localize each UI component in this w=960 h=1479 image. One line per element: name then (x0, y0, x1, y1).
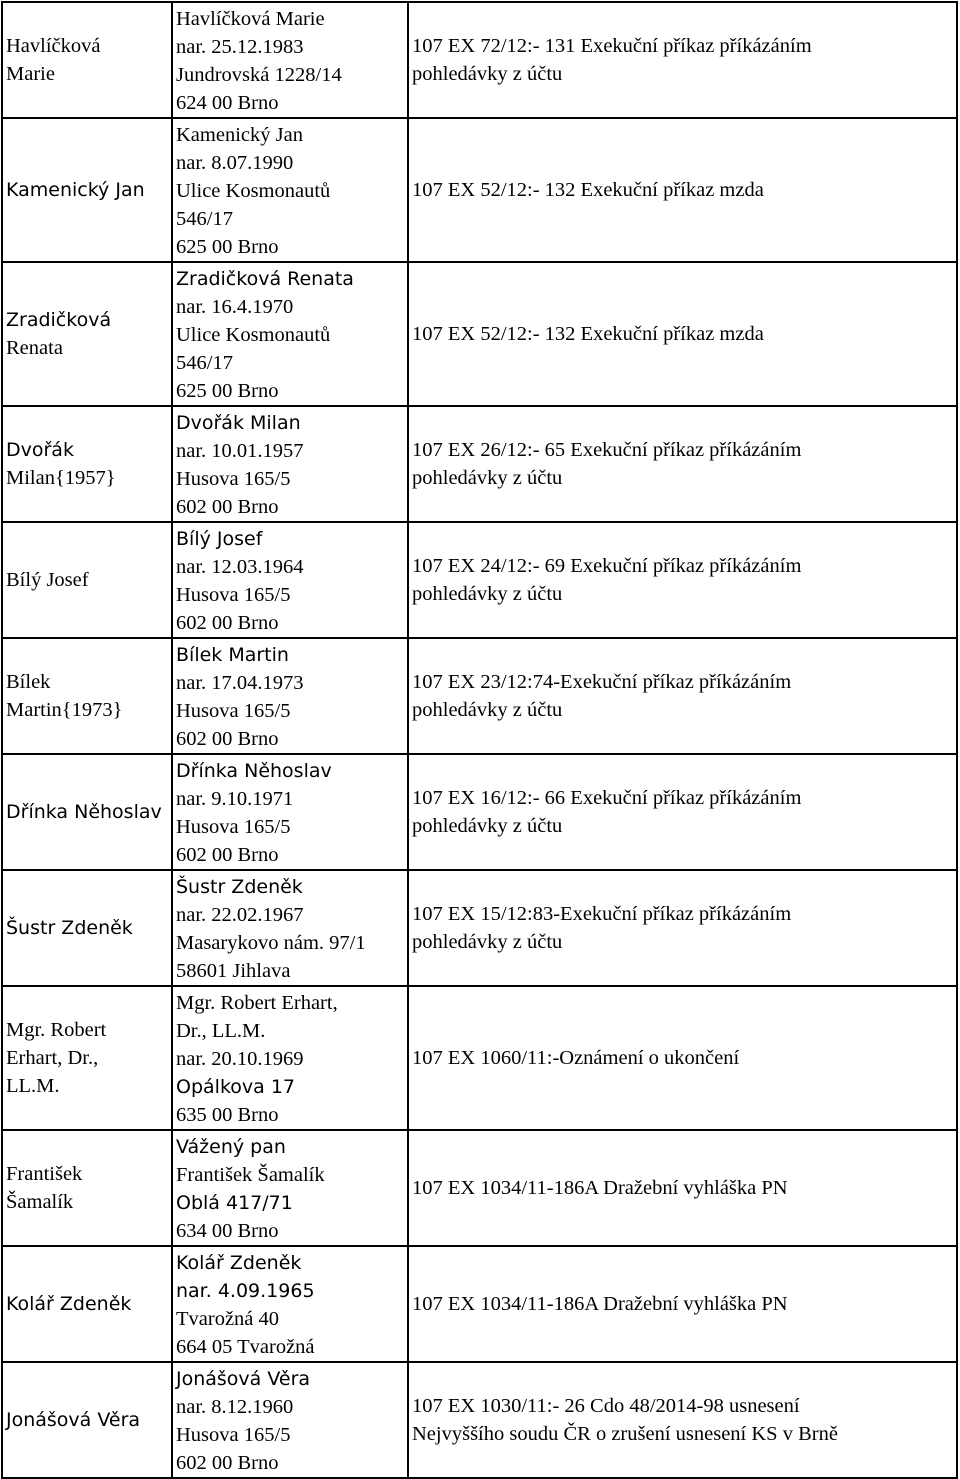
table-row (2, 522, 957, 638)
case-record-cell (408, 638, 957, 754)
case-record-line: Nejvyššího soudu ČR o zrušení usnesení KS v Brně (412, 1423, 838, 1445)
person-name-line: Marie (6, 63, 55, 85)
address-line: nar. 8.12.1960 (176, 1396, 294, 1418)
person-name-cell (2, 1362, 172, 1478)
case-record-line: 107 EX 26/12:- 65 Exekuční příkaz příkázáním (412, 439, 802, 461)
records-table (1, 1, 958, 1479)
address-cell (172, 1362, 408, 1478)
table-row (2, 754, 957, 870)
address-line: nar. 17.04.1973 (176, 672, 304, 694)
case-record-cell (408, 406, 957, 522)
table-row (2, 986, 957, 1130)
address-line: Ulice Kosmonautů (176, 324, 331, 346)
case-record-cell (408, 986, 957, 1130)
person-name-line: Martin{1973} (6, 699, 123, 721)
case-record-cell (408, 118, 957, 262)
address-cell (172, 1130, 408, 1246)
person-name-line: LL.M. (6, 1075, 60, 1097)
case-record-line: 107 EX 16/12:- 66 Exekuční příkaz příkázáním (412, 787, 802, 809)
person-name-line: Kamenický Jan (6, 179, 145, 201)
person-name-cell (2, 754, 172, 870)
address-line: 602 00 Brno (176, 612, 279, 634)
address-line: nar. 20.10.1969 (176, 1048, 304, 1070)
address-line: Husova 165/5 (176, 1424, 291, 1446)
person-name-cell (2, 2, 172, 118)
person-name-cell (2, 986, 172, 1130)
address-line: Havlíčková Marie (176, 8, 325, 30)
address-line: nar. 4.09.1965 (176, 1280, 315, 1302)
address-line: 625 00 Brno (176, 236, 279, 258)
address-line: 58601 Jihlava (176, 960, 291, 982)
address-line: Zradičková Renata (176, 268, 354, 290)
person-name-line: Kolář Zdeněk (6, 1293, 132, 1315)
person-name-cell (2, 638, 172, 754)
address-line: 602 00 Brno (176, 1452, 279, 1474)
address-line: nar. 12.03.1964 (176, 556, 304, 578)
case-record-line: 107 EX 23/12:74-Exekuční příkaz příkázáním (412, 671, 792, 693)
address-cell (172, 754, 408, 870)
case-record-cell (408, 754, 957, 870)
address-line: Kamenický Jan (176, 124, 303, 146)
person-name-line: Renata (6, 337, 63, 359)
case-record-cell (408, 1246, 957, 1362)
person-name-line: Zradičková (6, 309, 112, 331)
address-line: Mgr. Robert Erhart, (176, 992, 338, 1014)
person-name-line: Bílý Josef (6, 569, 89, 591)
person-name-cell (2, 1246, 172, 1362)
address-line: nar. 22.02.1967 (176, 904, 304, 926)
address-line: nar. 25.12.1983 (176, 36, 304, 58)
address-line: Vážený pan (176, 1136, 286, 1158)
case-record-cell (408, 1362, 957, 1478)
address-line: Dr., LL.M. (176, 1020, 266, 1042)
address-line: Dvořák Milan (176, 412, 301, 434)
address-cell (172, 986, 408, 1130)
address-cell (172, 1246, 408, 1362)
address-line: Husova 165/5 (176, 584, 291, 606)
table-row (2, 638, 957, 754)
address-line: 546/17 (176, 208, 233, 230)
person-name-cell (2, 870, 172, 986)
person-name-cell (2, 406, 172, 522)
table-row (2, 2, 957, 118)
person-name-line: Šamalík (6, 1191, 74, 1213)
address-line: 602 00 Brno (176, 496, 279, 518)
address-line: nar. 8.07.1990 (176, 152, 294, 174)
address-line: Bílý Josef (176, 528, 263, 550)
address-line: Masarykovo nám. 97/1 (176, 932, 366, 954)
address-cell (172, 2, 408, 118)
person-name-line: Bílek (6, 671, 51, 693)
address-line: Oblá 417/71 (176, 1192, 293, 1214)
table-row (2, 262, 957, 406)
person-name-line: František (6, 1163, 83, 1185)
address-line: nar. 10.01.1957 (176, 440, 304, 462)
address-cell (172, 522, 408, 638)
case-record-line: pohledávky z účtu (412, 815, 563, 837)
table-row (2, 1130, 957, 1246)
table-row (2, 406, 957, 522)
case-record-cell (408, 522, 957, 638)
address-line: nar. 16.4.1970 (176, 296, 294, 318)
address-line: 664 05 Tvarožná (176, 1336, 315, 1358)
address-line: Opálkova 17 (176, 1076, 295, 1098)
address-line: 625 00 Brno (176, 380, 279, 402)
case-record-line: 107 EX 1030/11:- 26 Cdo 48/2014-98 usnesení (412, 1395, 800, 1417)
address-line: 546/17 (176, 352, 233, 374)
address-cell (172, 118, 408, 262)
table-row (2, 1362, 957, 1478)
case-record-line: pohledávky z účtu (412, 931, 563, 953)
address-line: Ulice Kosmonautů (176, 180, 331, 202)
address-line: Bílek Martin (176, 644, 289, 666)
case-record-line: 107 EX 1034/11-186A Dražební vyhláška PN (412, 1293, 788, 1315)
case-record-line: 107 EX 52/12:- 132 Exekuční příkaz mzda (412, 323, 764, 345)
person-name-line: Erhart, Dr., (6, 1047, 99, 1069)
address-line: Dřínka Něhoslav (176, 760, 332, 782)
person-name-line: Jonášová Věra (6, 1409, 141, 1431)
address-line: Tvarožná 40 (176, 1308, 280, 1330)
case-record-line: pohledávky z účtu (412, 583, 563, 605)
case-record-cell (408, 2, 957, 118)
person-name-line: Dvořák (6, 439, 74, 461)
person-name-cell (2, 1130, 172, 1246)
address-line: Husova 165/5 (176, 700, 291, 722)
address-cell (172, 870, 408, 986)
address-cell (172, 262, 408, 406)
person-name-line: Šustr Zdeněk (6, 917, 133, 939)
address-line: Husova 165/5 (176, 816, 291, 838)
case-record-cell (408, 870, 957, 986)
address-line: Jonášová Věra (176, 1368, 311, 1390)
address-line: 634 00 Brno (176, 1220, 279, 1242)
address-line: 602 00 Brno (176, 844, 279, 866)
case-record-line: 107 EX 52/12:- 132 Exekuční příkaz mzda (412, 179, 764, 201)
case-record-line: 107 EX 1060/11:-Oznámení o ukončení (412, 1047, 740, 1069)
address-line: Šustr Zdeněk (176, 876, 303, 898)
case-record-line: pohledávky z účtu (412, 63, 563, 85)
case-record-line: 107 EX 72/12:- 131 Exekuční příkaz příkázáním (412, 35, 812, 57)
case-record-cell (408, 262, 957, 406)
address-line: Kolář Zdeněk (176, 1252, 302, 1274)
person-name-line: Milan{1957} (6, 467, 116, 489)
address-line: Jundrovská 1228/14 (176, 64, 342, 86)
address-line: 635 00 Brno (176, 1104, 279, 1126)
address-cell (172, 638, 408, 754)
address-line: 624 00 Brno (176, 92, 279, 114)
table-row (2, 1246, 957, 1362)
person-name-cell (2, 118, 172, 262)
case-record-line: pohledávky z účtu (412, 699, 563, 721)
person-name-line: Mgr. Robert (6, 1019, 107, 1041)
person-name-line: Havlíčková (6, 35, 101, 57)
case-record-line: 107 EX 24/12:- 69 Exekuční příkaz příkázáním (412, 555, 802, 577)
address-cell (172, 406, 408, 522)
case-record-line: 107 EX 15/12:83-Exekuční příkaz příkázáním (412, 903, 792, 925)
case-record-line: 107 EX 1034/11-186A Dražební vyhláška PN (412, 1177, 788, 1199)
address-line: 602 00 Brno (176, 728, 279, 750)
case-record-line: pohledávky z účtu (412, 467, 563, 489)
address-line: Husova 165/5 (176, 468, 291, 490)
case-record-cell (408, 1130, 957, 1246)
table-row (2, 870, 957, 986)
table-row (2, 118, 957, 262)
person-name-cell (2, 522, 172, 638)
address-line: František Šamalík (176, 1164, 325, 1186)
person-name-line: Dřínka Něhoslav (6, 801, 162, 823)
address-line: nar. 9.10.1971 (176, 788, 294, 810)
person-name-cell (2, 262, 172, 406)
records-table-body (2, 2, 957, 1478)
